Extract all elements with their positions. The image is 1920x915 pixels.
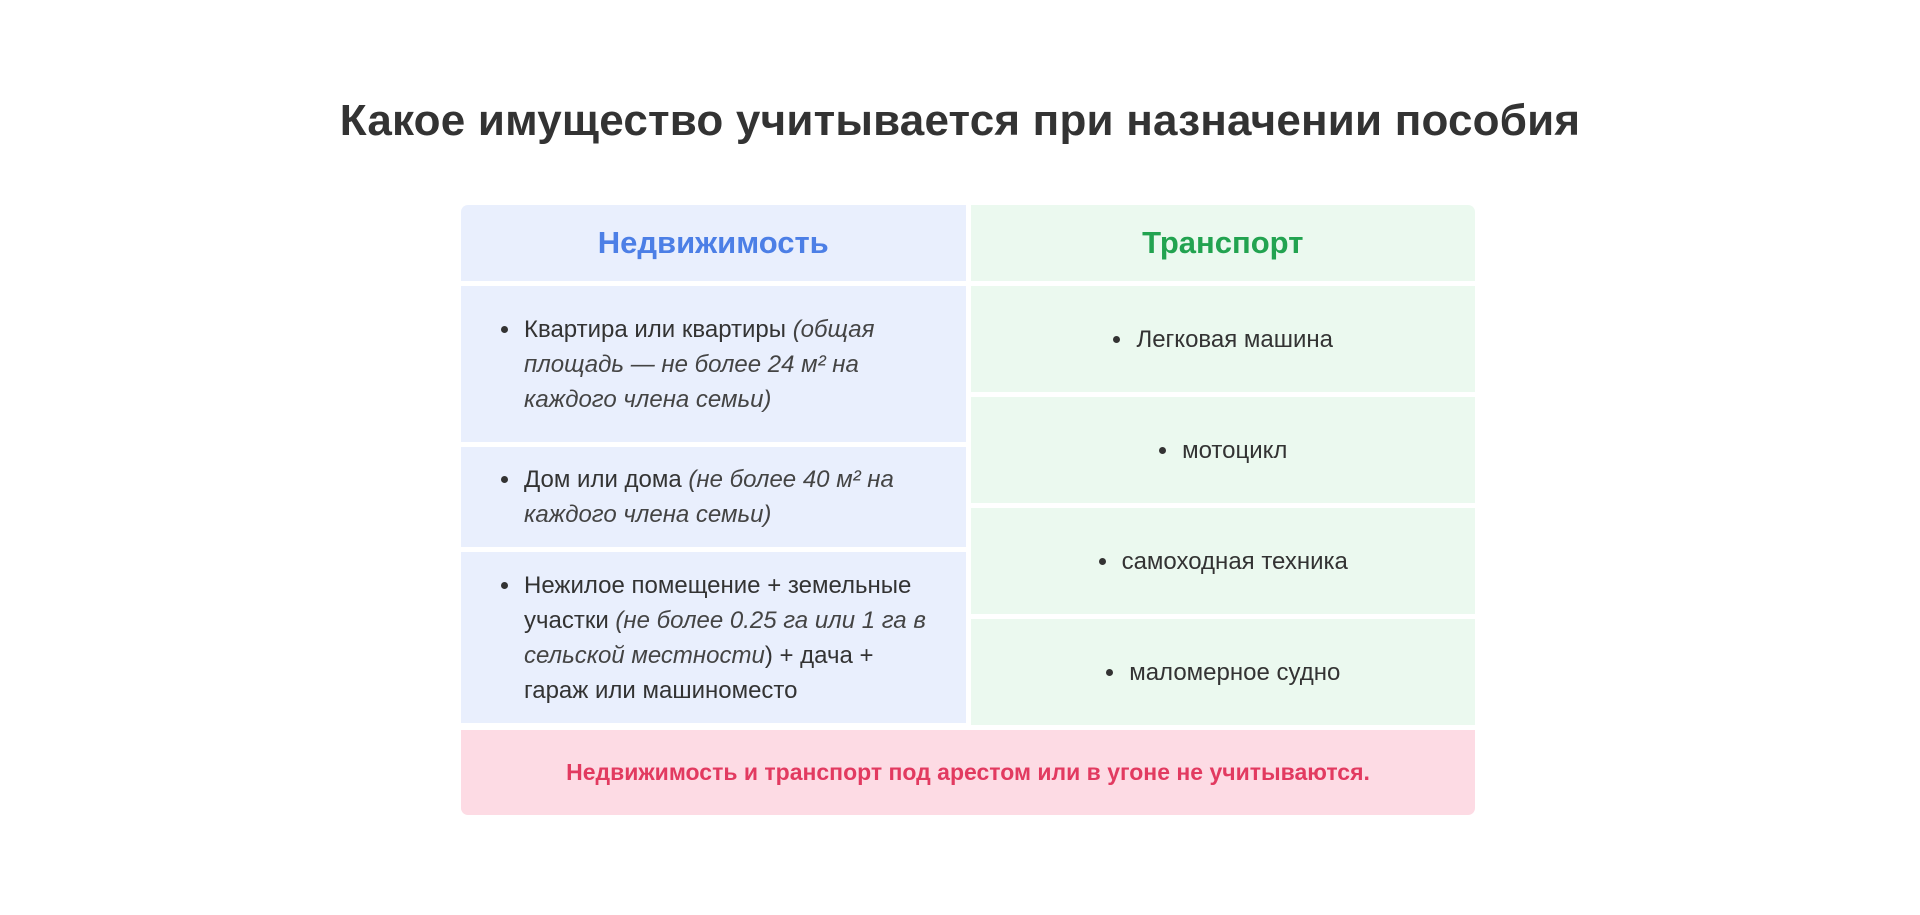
transport-header: Транспорт bbox=[971, 205, 1476, 281]
list bbox=[1158, 433, 1287, 468]
list-item: • мотоцикл bbox=[1180, 433, 1287, 468]
real-estate-column bbox=[461, 205, 966, 725]
list bbox=[1105, 655, 1340, 690]
real-estate-cell-house bbox=[461, 447, 966, 547]
item-note: (не более 40 м² на каждого члена семьи) bbox=[524, 466, 894, 528]
list bbox=[486, 462, 944, 532]
item-note: (общая площадь — не более 24 м² на каждого члена семьи) bbox=[524, 315, 875, 413]
property-table bbox=[461, 205, 1475, 815]
real-estate-header: Недвижимость bbox=[461, 205, 966, 281]
list-item: • Легковая машина bbox=[1134, 322, 1333, 357]
list-item bbox=[522, 568, 944, 708]
item-note: (не более 0.25 га или 1 га в сельской местности bbox=[524, 606, 926, 669]
list bbox=[1098, 544, 1348, 579]
transport-column bbox=[971, 205, 1476, 725]
list-item bbox=[522, 462, 944, 532]
item-tail-text: ) + дача + гараж или машиноместо bbox=[524, 641, 874, 704]
list-item: • самоходная техника bbox=[1120, 544, 1348, 579]
page-title: Какое имущество учитывается при назначении пособия bbox=[339, 96, 1581, 145]
list bbox=[486, 312, 944, 417]
item-main-text: Дом или дома bbox=[524, 466, 689, 493]
real-estate-cell-nonresidential bbox=[461, 552, 966, 723]
transport-cell-self-propelled bbox=[971, 508, 1476, 614]
item-main-text: Нежилое помещение + земельные участки bbox=[524, 571, 912, 634]
list-item bbox=[522, 312, 944, 417]
transport-cell-car bbox=[971, 286, 1476, 392]
list bbox=[1112, 322, 1333, 357]
list bbox=[486, 568, 944, 708]
transport-cell-small-vessel bbox=[971, 619, 1476, 725]
transport-cell-motorcycle bbox=[971, 397, 1476, 503]
footer-note: Недвижимость и транспорт под арестом или в угоне не учитываются. bbox=[461, 730, 1475, 815]
table-columns bbox=[461, 205, 1475, 725]
real-estate-cell-apartment bbox=[461, 286, 966, 442]
item-main-text: Квартира или квартиры bbox=[524, 315, 793, 343]
list-item: • маломерное судно bbox=[1127, 655, 1340, 690]
